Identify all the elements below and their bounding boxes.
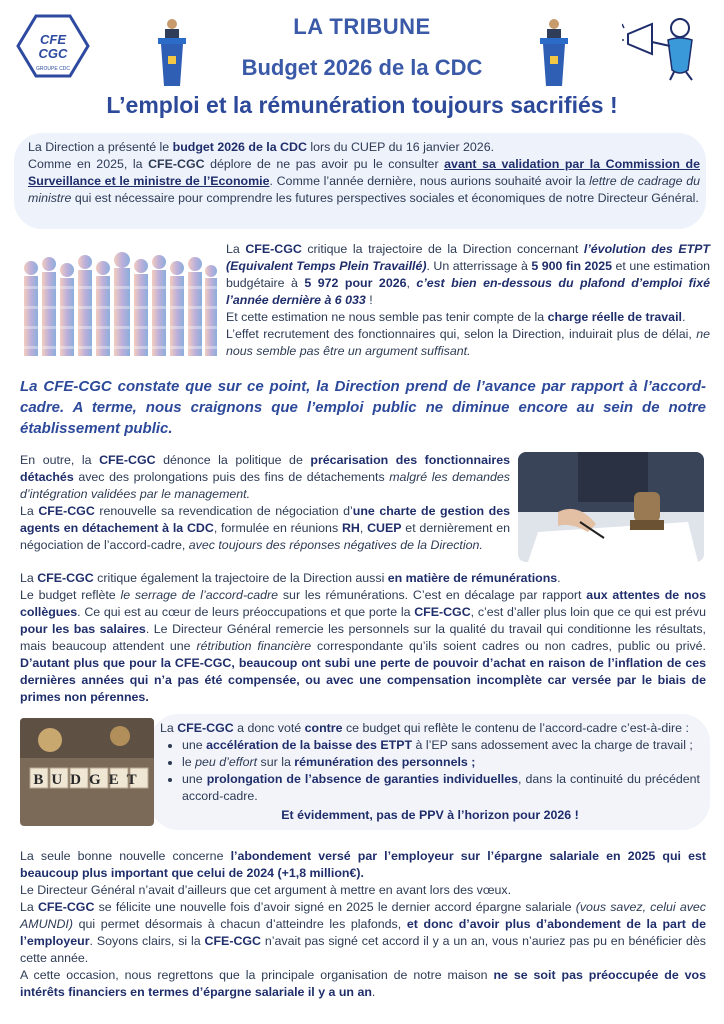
budget-blocks-image	[20, 718, 154, 826]
svg-text:CFE: CFE	[40, 32, 66, 47]
vote-section: La CFE-CGC a donc voté contre ce budget qui reflète le contenu de l’accord-cadre c’est-à-dire : • une accélération de la baisse des ETPT à l’EP sans adossement avec la charge de travail ; • le peu d’effort sur la rémunération des personnels ; • une prolongation de l’absence de garanties individuelles, dans la continuité du précédent accord-cadre. Et évidemment, pas de PPV à l’horizon pour 2026 !	[160, 720, 700, 824]
budget-title: Budget 2026 de la CDC	[241, 55, 483, 80]
svg-text:GROUPE CDC: GROUPE CDC	[36, 66, 70, 72]
list-item: • une prolongation de l’absence de garanties individuelles, dans la continuité du précédent accord-cadre.	[182, 771, 700, 805]
employees-group-image	[20, 246, 220, 364]
list-item: • le peu d’effort sur la rémunération des personnels ;	[182, 754, 700, 771]
intro-box	[14, 133, 706, 229]
precarisation-section: En outre, la CFE-CGC dénonce la politique de précarisation des fonctionnaires détachés avec des prolongations puis des fins de détachements malgré les demandes d’intégration validées par le management. La CFE-CGC renouvelle sa revendication de négociation d’une charte de gestion des agents en détachement à la CDC, formulée en réunions RH, CUEP et dernièrement en négociation de l’accord-cadre, avec toujours des réponses négatives de la Direction.	[20, 453, 511, 552]
etpt-section: La CFE-CGC critique la trajectoire de la Direction concernant l’évolution des ETPT (Equivalent Temps Plein Travaillé). Un atterrissage à 5 900 fin 2025 et une estimation budgétaire à 5 972 pour 2026, c’est bien en-dessous du plafond d’emploi fixé l’année dernière à 6 033 ! Et cette estimation ne nous semble pas tenir compte de la charge réelle de travail. L’effet recrutement des fonctionnaires qui, selon la Direction, induirait plus de délai, ne nous semble pas être un argument suffisant.	[226, 242, 711, 358]
epargne-section: La seule bonne nouvelle concerne l’abondement versé par l’employeur sur l’épargne salariale en 2025 qui est beaucoup plus important que celui de 2024 (+1,8 million€). Le Directeur Général n’avait d’ailleurs que cet argument à mettre en avant lors des vœux. La CFE-CGC se félicite une nouvelle fois d’avoir signé en 2025 le dernier accord épargne salariale (vous savez, celui avec AMUNDI) qui permet désormais à chacun d’atteindre les plafonds, et donc d’avoir plus d’abondement de la part de l’employeur. Soyons clairs, si la CFE-CGC n’avait pas signé cet accord il y a un an, vous n’auriez pas pu en bénéficier dès cette année. A cette occasion, nous regrettons que la principale organisation de notre maison ne se soit pas préoccupée de vos intérêts financiers en termes d’épargne salariale il y a un an.	[20, 849, 707, 999]
budget-word: BUDGET	[33, 772, 145, 788]
emphasis-statement: La CFE-CGC constate que sur ce point, la Direction prend de l’avance par rapport à l’accord-cadre. A terme, nous craignons que l’emploi public ne diminue encore au sein de notre établissement public.	[20, 378, 706, 437]
headline: L’emploi et la rémunération toujours sacrifiés !	[106, 92, 618, 118]
remunerations-section: La CFE-CGC critique également la trajectoire de la Direction aussi en matière de rémunérations. Le budget reflète le serrage de l’accord-cadre sur les rémunérations. C’est en décalage par rapport aux attentes de nos collègues. Ce qui est au cœur de leurs préoccupations et que porte la CFE-CGC, c’est d’aller plus loin que ce qui est prévu pour les bas salaires. Le Directeur Général remercie les personnels sur la qualité du travail qui conditionne les résultats, mais beaucoup attendent une rétribution financière correspondante qu’ils soient cadres ou non cadres, public ou privé. D’autant plus que pour la CFE-CGC, beaucoup ont subi une perte de pouvoir d’achat en raison de l’inflation de ces dernières années qui n’a pas été compensée, ou avec une compensation incomplète car versée par le biais de primes non pérennes.	[20, 571, 707, 704]
intro-text: La Direction a présenté le budget 2026 de la CDC lors du CUEP du 16 janvier 2026. Comme en 2025, la CFE-CGC déplore de ne pas avoir pu le consulter avant sa validation par la Commission de Surveillance et le ministre de l’Economie. Comme l’année dernière, nous aurions souhaité avoir la lettre de cadrage du ministre qui est nécessaire pour comprendre les futures perspectives sociales et économiques de notre Directeur Général.	[28, 140, 701, 205]
svg-text:CGC: CGC	[38, 46, 68, 61]
stamp-signing-image	[518, 452, 704, 562]
ppv-statement: Et évidemment, pas de PPV à l’horizon pour 2026 !	[281, 808, 579, 822]
vote-reasons-list	[160, 737, 700, 805]
list-item: • une accélération de la baisse des ETPT à l’EP sans adossement avec la charge de travail ;	[182, 737, 700, 754]
tribune-title: LA TRIBUNE	[293, 14, 431, 39]
